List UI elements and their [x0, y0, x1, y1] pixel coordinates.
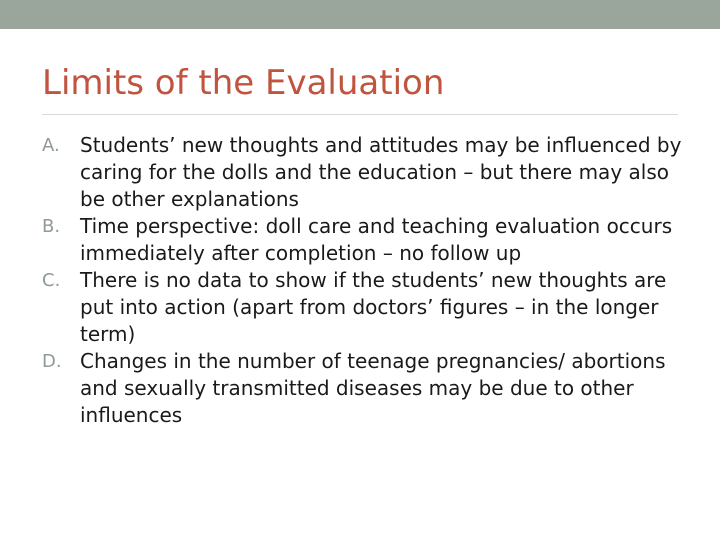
bullet-marker: A.	[42, 135, 60, 156]
bullet-text: Time perspective: doll care and teaching evaluation occurs immediately after completion – no follow up	[80, 214, 673, 265]
bullet-marker: D.	[42, 351, 62, 372]
bullet-item-a	[42, 132, 692, 213]
bullet-text: Changes in the number of teenage pregnancies/ abortions and sexually transmitted diseases may be due to other influences	[80, 349, 666, 427]
bullet-marker: C.	[42, 270, 61, 291]
bullet-text: There is no data to show if the students’ new thoughts are put into action (apart from doctors’ figures – in the longer term)	[80, 268, 667, 346]
bullet-item-c	[42, 267, 692, 348]
title-divider	[42, 114, 678, 115]
slide-title: Limits of the Evaluation	[42, 63, 445, 103]
bullet-text: Students’ new thoughts and attitudes may be influenced by caring for the dolls and the education – but there may also be other explanations	[80, 133, 682, 211]
bullet-list	[42, 132, 692, 429]
bullet-item-b	[42, 213, 692, 267]
bullet-marker: B.	[42, 216, 61, 237]
bullet-item-d	[42, 348, 692, 429]
top-accent-band	[0, 0, 720, 29]
